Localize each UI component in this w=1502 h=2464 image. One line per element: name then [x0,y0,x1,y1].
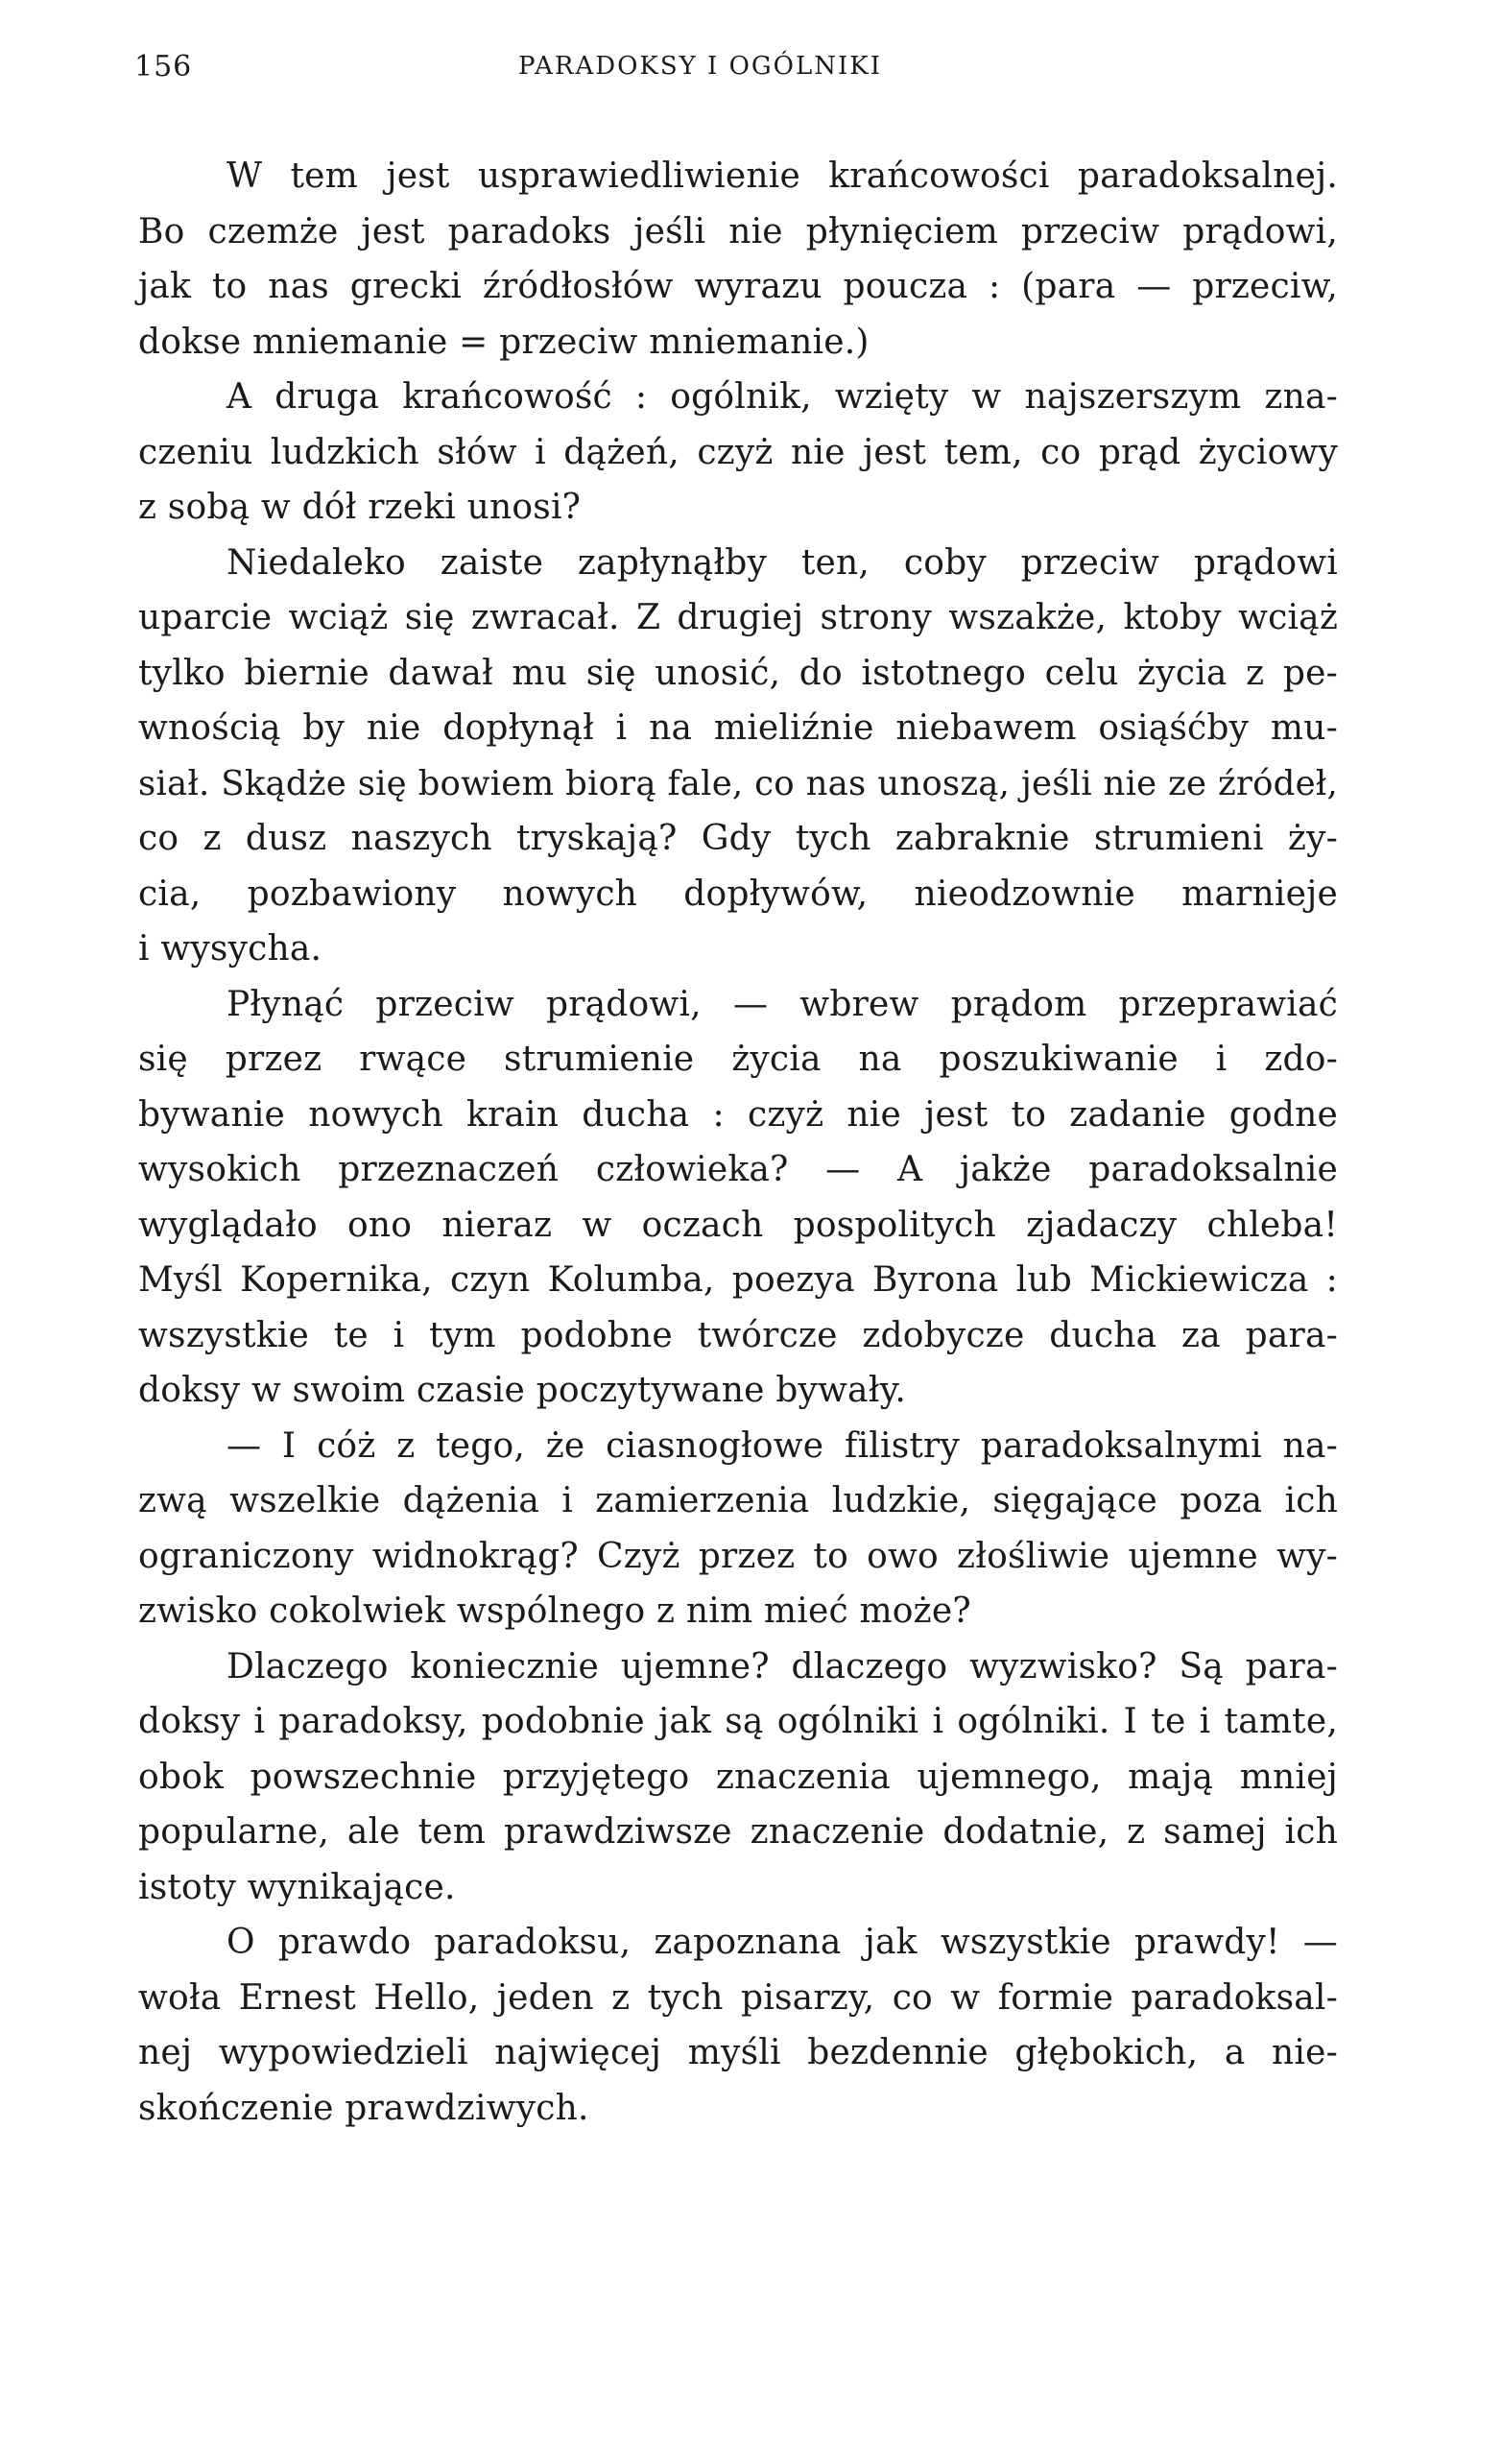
text-line: wszystkie te i tym podobne twórcze zdobycze ducha za para- [138,1315,1338,1355]
text-line: tylko biernie dawał mu się unosić, do istotnego celu życia z pe- [138,653,1338,693]
text-line: Dlaczego koniecznie ujemne? dlaczego wyzwisko? Są para- [226,1646,1338,1687]
running-title: PARADOKSY I OGÓLNIKI [518,52,882,81]
text-line: co z dusz naszych tryskają? Gdy tych zabraknie strumieni ży- [138,819,1338,858]
text-line: Niedaleko zaiste zapłynąłby ten, coby przeciw prądowi [226,542,1338,583]
text-line: doksy i paradoksy, podobnie jak są ogólniki i ogólniki. I te i tamte, [138,1702,1338,1741]
text-line: bywanie nowych krain ducha : czyż nie jest to zadanie godne [138,1094,1338,1135]
text-line: uparcie wciąż się zwracał. Z drugiej strony wszakże, ktoby wciąż [138,598,1338,637]
text-line: Myśl Kopernika, czyn Kolumba, poezya Byrona lub Mickiewicza : [138,1260,1338,1300]
text-line: O prawdo paradoksu, zapoznana jak wszystkie prawdy! — [226,1923,1338,1962]
page-header [134,50,1344,98]
text-line: wyglądało ono nieraz w oczach pospolitych zjadaczy chleba! [138,1205,1338,1245]
text-line: zwą wszelkie dążenia i zamierzenia ludzkie, sięgające poza ich [138,1481,1338,1520]
text-line: skończenie prawdziwych. [138,2088,589,2128]
text-line: czeniu ludzkich słów i dążeń, czyż nie jest tem, co prąd życiowy [138,432,1338,472]
text-line: woła Ernest Hello, jeden z tych pisarzy, co w formie paradoksal- [138,1977,1338,2018]
text-line: się przez rwące strumienie życia na poszukiwanie i zdo- [138,1040,1338,1079]
text-line: wysokich przeznaczeń człowieka? — A jakże paradoksalnie [138,1150,1338,1189]
text-line: A druga krańcowość : ogólnik, wzięty w najszerszym zna- [226,377,1338,417]
text-line: ograniczony widnokrąg? Czyż przez to owo złośliwie ujemne wy- [138,1536,1338,1576]
text-line: W tem jest usprawiedliwienie krańcowości paradoksalnej. [226,156,1338,196]
text-line: wnością by nie dopłynął i na mieliźnie niebawem osiąśćby mu- [138,708,1338,748]
text-line: jak to nas grecki źródłosłów wyrazu poucza : (para — przeciw, [138,267,1338,306]
body-text [138,149,1338,2136]
text-line: Płynąć przeciw prądowi, — wbrew prądom przeprawiać [226,984,1338,1024]
text-line: nej wypowiedzieli najwięcej myśli bezdennie głębokich, a nie- [138,2033,1338,2072]
text-line: zwisko cokolwiek wspólnego z nim mieć może? [138,1591,971,1631]
text-line: i wysycha. [138,929,322,969]
text-line: Bo czemże jest paradoks jeśli nie płynięciem przeciw prądowi, [138,211,1338,251]
text-line: cia, pozbawiony nowych dopływów, nieodzownie marnieje [138,873,1338,914]
text-line: siał. Skądże się bowiem biorą fale, co nas unoszą, jeśli nie ze źródeł, [138,763,1338,803]
text-line: doksy w swoim czasie poczytywane bywały. [138,1371,906,1410]
text-line: dokse mniemanie = przeciw mniemanie.) [138,322,870,362]
text-line: z sobą w dół rzeki unosi? [138,488,582,527]
text-line: istoty wynikające. [138,1867,456,1907]
text-line: popularne, ale tem prawdziwsze znaczenie dodatnie, z samej ich [138,1812,1338,1852]
page-number: 156 [134,50,193,84]
text-line: — I cóż z tego, że ciasnogłowe filistry paradoksalnymi na- [226,1425,1338,1466]
text-line: obok powszechnie przyjętego znaczenia ujemnego, mają mniej [138,1757,1338,1797]
